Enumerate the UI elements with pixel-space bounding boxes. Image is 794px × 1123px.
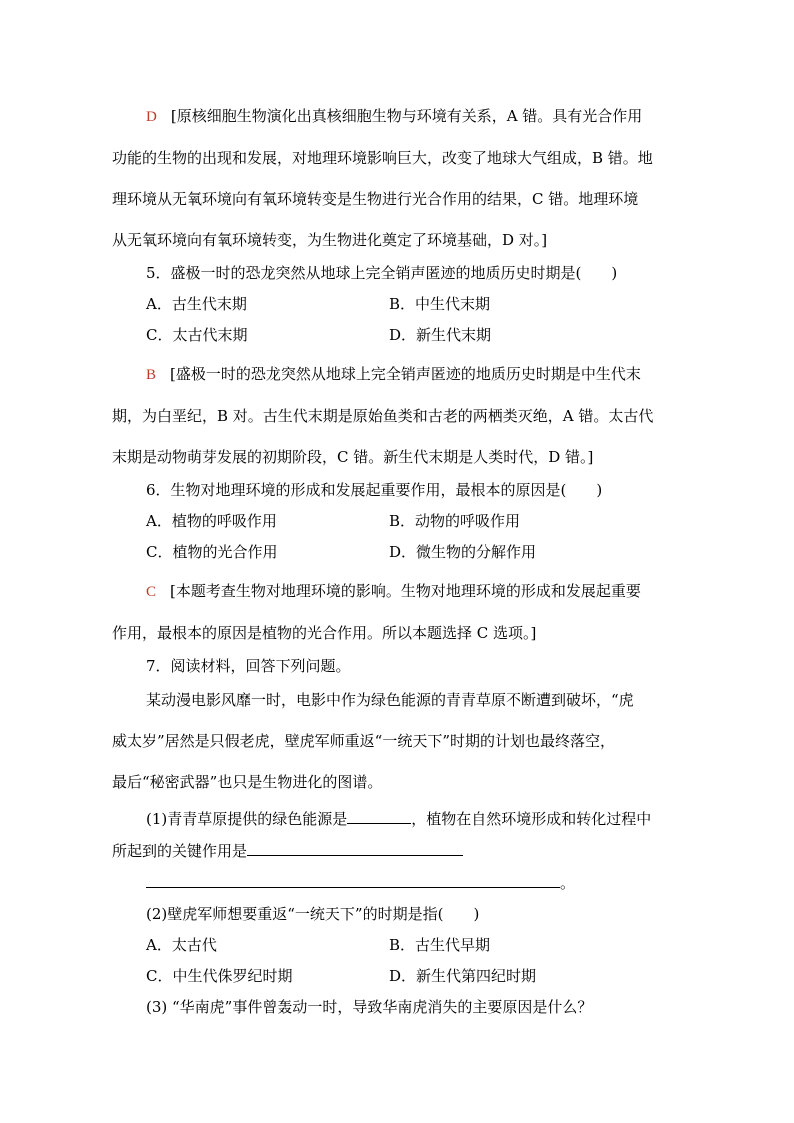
q6-option-a: A．植物的呼吸作用 <box>146 512 277 530</box>
material-line: 某动漫电影风靡一时，电影中作为绿色能源的青青草原不断遭到破坏，“虎 <box>146 691 634 709</box>
answer-letter: C <box>146 584 157 600</box>
q5-option-b: B．中生代末期 <box>389 295 491 313</box>
q7-material <box>112 680 684 803</box>
answer-block-b <box>112 354 684 478</box>
question-5-stem: 5．盛极一时的恐龙突然从地球上完全销声匿迹的地质历史时期是( ) <box>146 264 618 282</box>
q6-option-c: C．植物的光合作用 <box>146 543 278 561</box>
answer-blank[interactable] <box>146 887 560 888</box>
q7-sub2-option-a: A．太古代 <box>146 936 217 954</box>
answer-line: B [盛极一时的恐龙突然从地球上完全销声匿迹的地质历史时期是中生代末 <box>146 365 641 383</box>
q7-sub3-stem: (3) “华南虎”事件曾轰动一时，导致华南虎消失的主要原因是什么？ <box>146 998 593 1016</box>
answer-letter: B <box>146 367 157 383</box>
q7-sub2-stem: (2)壁虎军师想要重返“一统天下”的时期是指( ) <box>146 905 480 923</box>
q7-sub1-line1: (1)青青草原提供的绿色能源是 ，植物在自然环境形成和转化过程中 <box>146 810 652 828</box>
q7-sub1-line3: 。 <box>146 872 575 893</box>
answer-line: 功能的生物的出现和发展，对地理环境影响巨大，改变了地球大气组成，B 错。地 <box>112 149 653 167</box>
answer-line: 理环境从无氧环境向有氧环境转变是生物进行光合作用的结果，C 错。地理环境 <box>112 190 639 208</box>
q7-sub2-option-d: D．新生代第四纪时期 <box>389 967 537 985</box>
q5-option-c: C．太古代末期 <box>146 326 248 344</box>
answer-block-c <box>112 571 684 654</box>
q7-sub2-option-b: B．古生代早期 <box>389 936 491 954</box>
material-line: 威太岁”居然是只假老虎，壁虎军师重返“一统天下”时期的计划也最终落空， <box>112 732 616 750</box>
q5-option-a: A．古生代末期 <box>146 295 247 313</box>
answer-line: 从无氧环境向有氧环境转变，为生物进化奠定了环境基础，D 对。] <box>112 231 548 249</box>
answer-line: 作用，最根本的原因是植物的光合作用。所以本题选择 C 选项。] <box>112 624 537 642</box>
q7-sub2-option-c: C．中生代侏罗纪时期 <box>146 967 293 985</box>
answer-line: D [原核细胞生物演化出真核细胞生物与环境有关系，A 错。具有光合作用 <box>146 107 643 125</box>
answer-blank[interactable] <box>347 823 411 824</box>
question-7-stem: 7．阅读材料，回答下列问题。 <box>146 657 351 675</box>
q7-sub1-line2: 所起到的关键作用是 <box>112 840 463 861</box>
answer-line: 期，为白垩纪，B 对。古生代末期是原始鱼类和古老的两栖类灭绝，A 错。太古代 <box>112 407 654 425</box>
answer-letter: D <box>146 109 157 125</box>
answer-line: C [本题考查生物对地理环境的影响。生物对地理环境的形成和发展起重要 <box>146 582 641 600</box>
question-6-stem: 6．生物对地理环境的形成和发展起重要作用，最根本的原因是( ) <box>146 481 603 499</box>
material-line: 最后“秘密武器”也只是生物进化的图谱。 <box>112 773 383 791</box>
q6-option-d: D．微生物的分解作用 <box>389 543 537 561</box>
q6-option-b: B．动物的呼吸作用 <box>389 512 521 530</box>
answer-block-d <box>112 96 684 261</box>
answer-line: 末期是动物萌芽发展的初期阶段，C 错。新生代末期是人类时代，D 错。] <box>112 448 594 466</box>
q5-option-d: D．新生代末期 <box>389 326 492 344</box>
answer-blank[interactable] <box>247 855 463 856</box>
